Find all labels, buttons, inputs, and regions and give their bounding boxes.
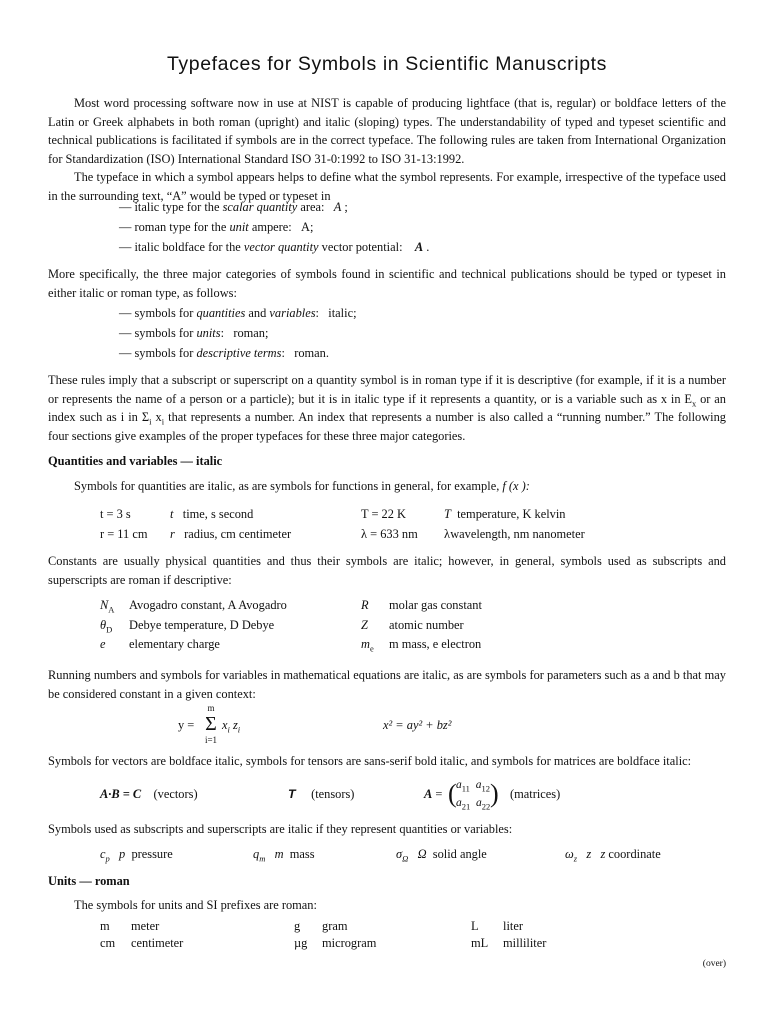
sigma-glyph: Σ xyxy=(205,713,217,735)
page-footer-over: (over) xyxy=(702,959,726,969)
subs-table xyxy=(48,845,726,865)
table-row: $N_A$ Avogadro constant, A Avogadro R molar gas constant xyxy=(100,598,482,615)
constants-table xyxy=(48,596,726,655)
vectors-paragraph-block xyxy=(48,752,726,771)
table-row: cm centimeter µg microgram mL milliliter xyxy=(100,935,547,950)
tensor-expression: T (tensors) xyxy=(288,787,355,801)
table-row: $c_p$ p pressure $q_m$ m mass $\sigma_\Omega$ Ω solid angle $\omega_z$ z z coordinate xyxy=(100,847,661,864)
intro-paragraph-4: These rules imply that a subscript or superscript on a quantity symbol is in roman type if it is descriptive (for example, if it is a number or represents the name of a person or a particle); but it is in italic type if it represents a quantity, or is a variable such as x in $E_x$ or an index such as i in $\Sigma_i$ $x_i$ that represents a number. An index that represents a number is also called a “running number.” The following four sections give examples of the proper typefaces for these three major categories. xyxy=(48,373,726,443)
running-numbers-paragraph: Running numbers and symbols for variables in mathematical equations are italic, as are symbols for parameters such as a and b that may be considered constant in a given context: xyxy=(48,668,726,701)
subs-paragraph-block xyxy=(48,820,726,839)
section-heading: Units — roman xyxy=(48,874,130,888)
table-row: e elementary charge $m_e$ m mass, e electron xyxy=(100,637,482,654)
intro-paragraph-3: More specifically, the three major categories of symbols found in scientific and technical publications should be typed or typeset in either italic or roman type, as follows: xyxy=(48,267,726,300)
left-paren: ( xyxy=(448,779,457,808)
list-item: — italic boldface for the vector quantity vector potential: A . xyxy=(119,239,430,254)
list-item: — symbols for units: roman; xyxy=(119,325,269,340)
summation-equation: y = xyxy=(178,718,195,732)
constants-paragraph: Constants are usually physical quantities and thus their symbols are italic; however, in general, symbols used as subscripts and superscripts are roman if descriptive: xyxy=(48,554,726,587)
page-title: Typefaces for Symbols in Scientific Manuscripts xyxy=(166,53,608,75)
right-paren: ) xyxy=(490,779,499,808)
letter-a-list xyxy=(48,198,726,257)
vectors-paragraph: Symbols for vectors are boldface italic, symbols for tensors are sans-serif bold italic, and symbols for matrices are boldface italic: xyxy=(48,754,692,768)
list-item: — symbols for quantities and variables: italic; xyxy=(119,306,357,320)
polynomial-equation: x² = ay² + bz² xyxy=(383,718,452,732)
section-heading: Quantities and variables — italic xyxy=(48,454,223,468)
matrix-label: (matrices) xyxy=(510,787,561,801)
vector-expression: A·B = C (vectors) xyxy=(100,787,198,801)
examples-table xyxy=(48,505,726,544)
running-numbers-paragraph-block xyxy=(48,666,726,703)
sum-lower-limit: i=1 xyxy=(204,735,218,745)
matrix-body: $a_{11}$ $a_{12}$ $a_{21}$ $a_{22}$ xyxy=(456,779,491,812)
intro-paragraph-1: Most word processing software now in use at NIST is capable of producing lightface (that is, regular) or boldface letters of the Latin or Greek alphabets in both roman (upright) and italic (sloping) types. The understandability of typed and typeset scientific and technical publications is facilitated if symbols are in the correct typeface. The following rules are taken from International Organization for Standardization (ISO) International Standard ISO 31-0:1992 to ISO 31-13:1992. xyxy=(48,96,726,166)
list-item: — symbols for descriptive terms: roman. xyxy=(119,345,329,360)
functions-paragraph: Symbols for quantities are italic, as are symbols for functions in general, for example, f (x ): xyxy=(74,479,530,493)
matrix-lhs: A = xyxy=(424,787,443,801)
units-paragraph-block xyxy=(48,896,726,915)
table-row: r = 11 cm r radius, cm centimeter λ = 633 nm λ wavelength, nm nanometer xyxy=(100,526,585,541)
table-row: t = 3 s t time, s second T = 22 K T temperature, K kelvin xyxy=(100,507,566,521)
intro-paragraph-4-block xyxy=(48,371,726,445)
matrix-symbol: A xyxy=(424,787,433,801)
table-row: $\theta_D$ Debye temperature, D Debye Z atomic number xyxy=(100,617,464,634)
summation-symbol xyxy=(203,703,219,745)
intro-paragraph-2: The typeface in which a symbol appears helps to define what the symbol represents. For example, irrespective of the typeface used in the surrounding text, “A” would be typed or typeset in xyxy=(48,170,726,203)
list-item: — roman type for the unit ampere: A; xyxy=(119,219,314,234)
intro-paragraph-3-block xyxy=(48,265,726,302)
list-item: — italic type for the scalar quantity area: A ; xyxy=(119,200,348,214)
subs-paragraph: Symbols used as subscripts and superscripts are italic if they represent quantities or variables: xyxy=(48,822,513,836)
units-paragraph: The symbols for units and SI prefixes are roman: xyxy=(74,898,317,912)
constants-paragraph-block xyxy=(48,552,726,589)
intro-section xyxy=(48,94,726,205)
units-table xyxy=(48,917,726,950)
section-quantities xyxy=(48,452,726,471)
section-units xyxy=(48,872,726,891)
category-list xyxy=(48,304,726,363)
functions-paragraph-block xyxy=(48,477,726,496)
summation-body: $x_i$ $z_i$ xyxy=(222,718,241,735)
table-row: m meter g gram L liter xyxy=(100,919,523,933)
sum-upper-limit: m xyxy=(207,703,215,713)
